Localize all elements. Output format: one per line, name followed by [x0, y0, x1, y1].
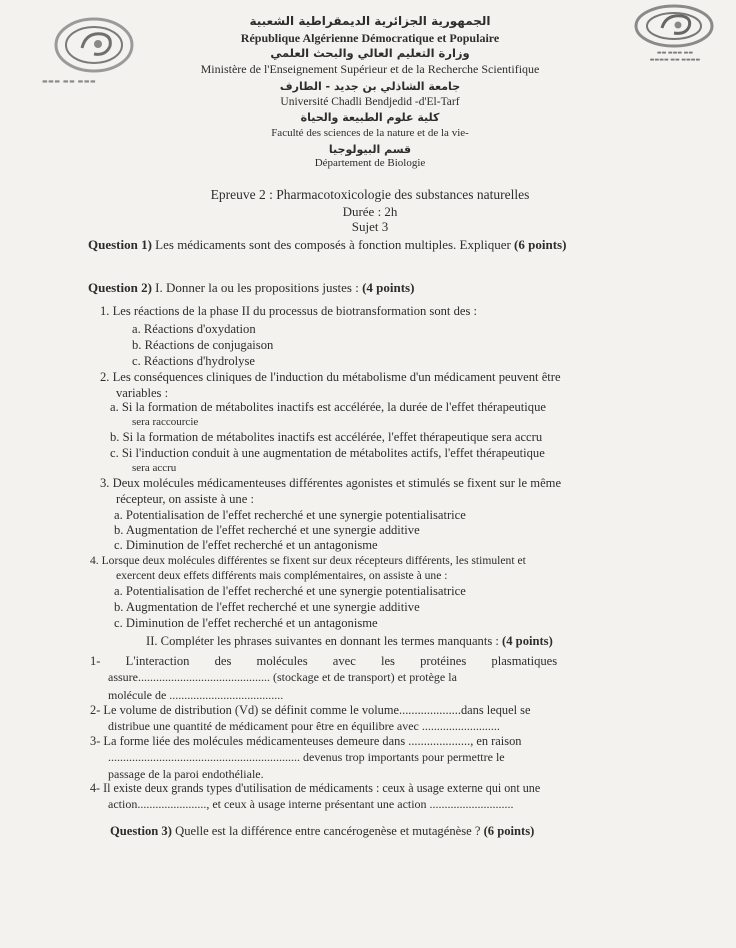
header-fr-university: Université Chadli Bendjedid -d'El-Tarf [280, 96, 460, 108]
logo-caption-left: ▬▬▬ ▬▬ ▬▬▬ [42, 78, 97, 85]
question-2-part-2-points: (4 points) [502, 634, 553, 648]
question-2-part-1-points: (4 points) [362, 280, 415, 295]
question-3-text: Quelle est la différence entre cancérogenèse et mutagénèse ? [175, 824, 481, 838]
header-ar-university: جامعة الشاذلي بن جديد - الطارف [279, 80, 461, 93]
header-ar-department: قسم البيولوجيا [328, 143, 412, 156]
fill-3-line-3: passage de la paroi endothéliale. [108, 767, 264, 781]
question-3 [110, 824, 534, 839]
item-1-option-c: c. Réactions d'hydrolyse [132, 354, 255, 368]
item-4-stem-line-2: exercent deux effets différents mais complémentaires, on assiste à une : [116, 569, 448, 582]
header-ar-republic: الجمهورية الجزائرية الديمقراطية الشعبية [249, 14, 491, 28]
item-3-option-c: c. Diminution de l'effet recherché et un antagonisme [114, 538, 378, 552]
question-1-points: (6 points) [514, 237, 567, 252]
item-3-option-a: a. Potentialisation de l'effet recherché et une synergie potentialisatrice [114, 508, 466, 522]
fill-1-line-2: assure............................................ (stockage et de transport) et protège la [108, 670, 457, 684]
fill-1-line-3: molécule de ...................................... [108, 688, 284, 702]
item-3-stem-line-2: récepteur, on assiste à une : [116, 492, 254, 506]
item-2-option-c-line-2: sera accru [132, 462, 177, 474]
item-2-stem-line-1: 2. Les conséquences cliniques de l'induction du métabolisme d'un médicament peuvent être [100, 370, 561, 384]
item-4-option-a: a. Potentialisation de l'effet recherché et une synergie potentialisatrice [114, 584, 466, 598]
header-fr-republic: République Algérienne Démocratique et Populaire [240, 31, 500, 45]
item-2-stem-line-2: variables : [116, 386, 169, 400]
fill-1-line-1: 1- L'interaction des molécules avec les protéines plasmatiques [90, 654, 558, 668]
item-4-option-c: c. Diminution de l'effet recherché et un antagonisme [114, 616, 378, 630]
question-2-part-2-text: II. Compléter les phrases suivantes en donnant les termes manquants : [146, 634, 499, 648]
question-3-label: Question 3) [110, 824, 172, 838]
question-1-text: Les médicaments sont des composés à fonction multiples. Expliquer [155, 237, 511, 252]
item-4-stem-line-1: 4. Lorsque deux molécules différentes se fixent sur deux récepteurs différents, les stimulent et [90, 554, 526, 567]
header-ar-ministry: وزارة التعليم العالي والبحث العلمي [270, 46, 470, 60]
exam-subject: Sujet 3 [351, 219, 389, 234]
question-1 [88, 237, 566, 253]
header-ar-faculty: كلية علوم الطبيعة والحياة [300, 111, 440, 124]
item-4-option-b: b. Augmentation de l'effet recherché et une synergie additive [114, 600, 420, 614]
logo-caption-right: ▬▬ ▬▬▬ ▬▬ ▬▬▬▬ ▬▬ ▬▬▬▬ [649, 50, 701, 63]
fill-2-line-2: distribue une quantité de médicament pour être en équilibre avec .......................... [108, 719, 500, 733]
item-3-stem-line-1: 3. Deux molécules médicamenteuses différentes agonistes et stimulés se fixent sur le même [100, 476, 562, 490]
item-2-option-a-line-1: a. Si la formation de métabolites inactifs est accélérée, la durée de l'effet thérapeutique [110, 400, 546, 414]
exam-title: Epreuve 2 : Pharmacotoxicologie des substances naturelles [210, 187, 530, 202]
fill-2-line-1: 2- Le volume de distribution (Vd) se définit comme le volume....................dans lequel se [90, 703, 531, 717]
item-1-stem: 1. Les réactions de la phase II du processus de biotransformation sont des : [100, 304, 478, 318]
item-3-option-b: b. Augmentation de l'effet recherché et une synergie additive [114, 523, 420, 537]
item-1-option-a: a. Réactions d'oxydation [132, 322, 256, 336]
fill-3-line-2: ................................................................ devenus trop importants pour permettre le [108, 750, 505, 764]
item-2-option-a-line-2: sera raccourcie [132, 416, 199, 428]
question-2-label: Question 2) [88, 280, 152, 295]
item-2-option-c-line-1: c. Si l'induction conduit à une augmentation de métabolites actifs, l'effet thérapeutique [110, 446, 545, 460]
header-fr-department: Département de Biologie [314, 157, 426, 169]
question-3-points: (6 points) [483, 824, 535, 838]
exam-duration: Durée : 2h [342, 204, 398, 219]
fill-3-line-1: 3- La forme liée des molécules médicamenteuses demeure dans ...................., en raison [90, 734, 522, 748]
question-1-label: Question 1) [88, 237, 152, 252]
item-1-option-b: b. Réactions de conjugaison [132, 338, 274, 352]
question-2-part-1 [88, 280, 414, 296]
fill-4-line-2: action......................., et ceux à usage interne présentant une action ............................ [108, 797, 514, 811]
question-2-part-2 [146, 634, 553, 649]
header-fr-ministry: Ministère de l'Enseignement Supérieur et de la Recherche Scientifique [200, 62, 540, 76]
header-fr-faculty: Faculté des sciences de la nature et de la vie- [271, 127, 469, 139]
item-2-option-b: b. Si la formation de métabolites inactifs est accélérée, l'effet thérapeutique sera accru [110, 430, 543, 444]
fill-4-line-1: 4- Il existe deux grands types d'utilisation de médicaments : ceux à usage externe qui ont une [90, 781, 541, 795]
question-2-part-1-text: I. Donner la ou les propositions justes : [155, 280, 359, 295]
